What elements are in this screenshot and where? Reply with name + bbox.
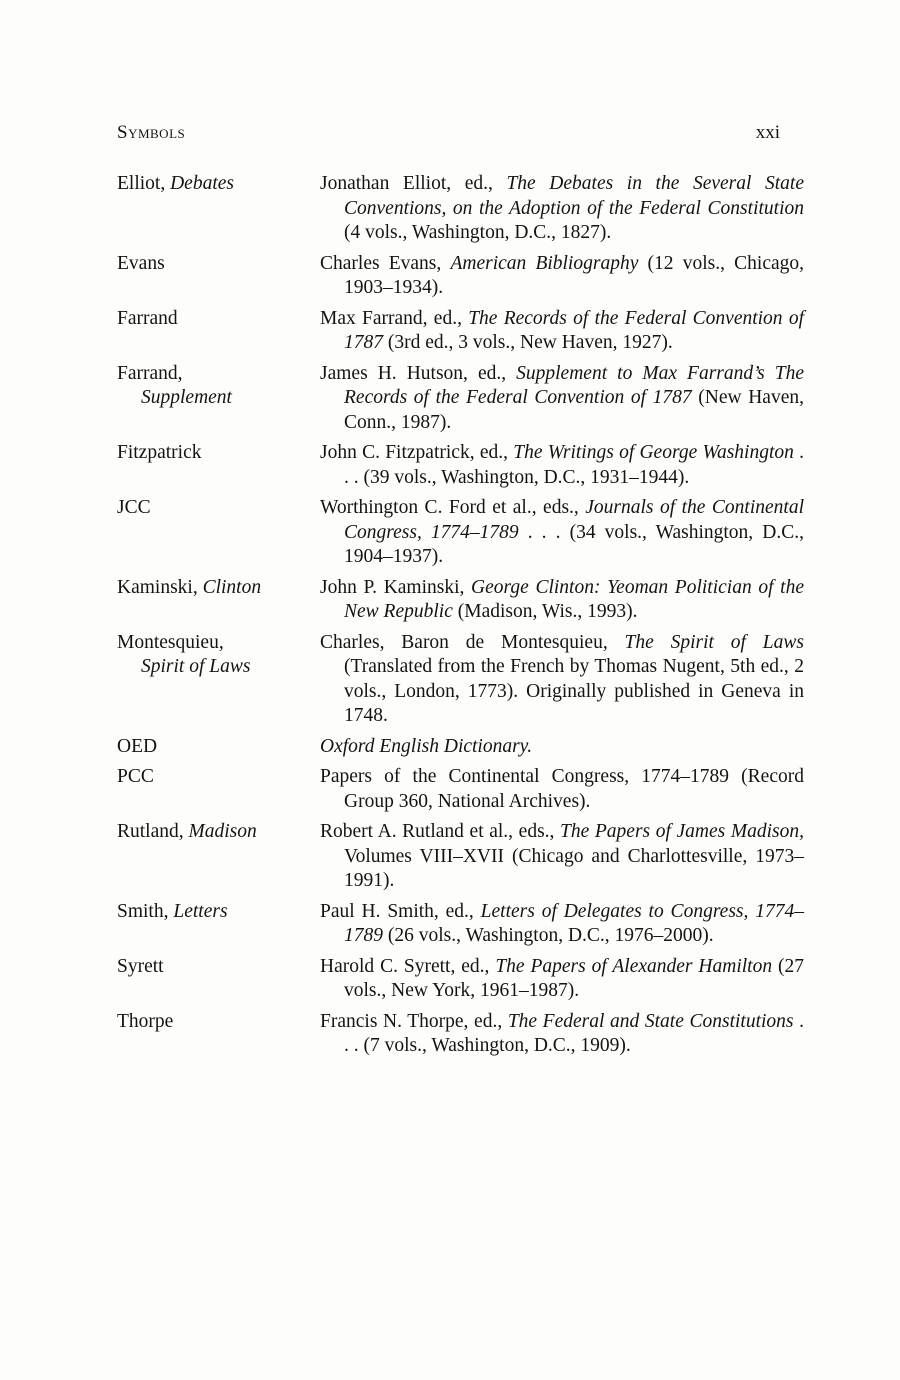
abbreviation-text: Thorpe: [117, 1010, 174, 1032]
description-text: John C. Fitzpatrick, ed.,: [320, 442, 514, 463]
symbol-entry: [117, 765, 804, 814]
description-text: Charles, Baron de Montesquieu,: [320, 631, 625, 653]
description-text: . . . (34 vols., Washington, D.C., 1904–1937).: [344, 521, 804, 567]
symbol-entry: [117, 172, 804, 246]
symbol-entry: [117, 576, 804, 625]
abbreviation-italic: Letters: [173, 900, 228, 922]
symbol-description: [320, 362, 804, 436]
description-text: Charles Evans,: [320, 252, 451, 274]
symbol-abbreviation: [117, 576, 320, 625]
description-italic: American Bibliography: [450, 252, 639, 274]
symbol-entry: [117, 631, 805, 729]
description-text: (27 vols., New York, 1961–1987).: [344, 955, 805, 1001]
abbreviation-line: [117, 496, 320, 521]
abbreviation-text: Smith,: [117, 900, 174, 922]
symbol-abbreviation: [117, 441, 320, 490]
abbreviation-text: JCC: [117, 497, 151, 518]
page-number: xxi: [755, 122, 780, 143]
symbol-entry: [117, 820, 804, 894]
abbreviation-line: [117, 307, 320, 332]
description-text: (Translated from the French by Thomas Nugent, 5th ed., 2 vols., London, 1773). Originally published in Geneva in 1748.: [344, 656, 804, 726]
symbol-entry: [117, 441, 804, 490]
description-text: Francis N. Thorpe, ed.,: [320, 1010, 508, 1032]
symbol-description: [320, 441, 804, 490]
description-text: Harold C. Syrett, ed.,: [320, 955, 496, 977]
description-text: (3rd ed., 3 vols., New Haven, 1927).: [383, 332, 673, 353]
description-italic: The Spirit of Laws: [624, 631, 805, 653]
symbol-entry: [117, 1010, 805, 1059]
symbol-abbreviation: [117, 362, 320, 436]
symbol-entry: [117, 735, 780, 760]
symbol-description: [320, 955, 804, 1004]
symbol-description: [320, 307, 804, 356]
description-text: (4 vols., Washington, D.C., 1827).: [344, 222, 612, 243]
symbol-entry: [117, 252, 804, 301]
symbol-description: [320, 252, 804, 301]
description-text: (Madison, Wis., 1993).: [452, 601, 638, 622]
abbreviation-italic: Clinton: [202, 576, 262, 598]
abbreviation-line: [117, 631, 320, 656]
running-head: Symbols: [117, 122, 186, 143]
description-text: . . . (39 vols., Washington, D.C., 1931–1944).: [344, 442, 804, 488]
description-text: (26 vols., Washington, D.C., 1976–2000).: [383, 925, 714, 946]
symbol-description: [320, 900, 804, 949]
symbol-abbreviation: [117, 735, 320, 760]
symbol-abbreviation: [117, 252, 320, 301]
symbol-description: [320, 1010, 804, 1059]
description-text: Paul H. Smith, ed.,: [320, 900, 481, 922]
abbreviation-line: [117, 955, 320, 980]
description-text: Robert A. Rutland et al., eds.,: [320, 821, 561, 842]
symbol-description: [320, 735, 804, 760]
description-italic: Letters of Delegates to Congress, 1774–1789: [344, 900, 804, 946]
page-header: [117, 122, 780, 144]
abbreviation-line: [117, 1010, 320, 1035]
symbol-entry: [117, 307, 804, 356]
abbreviation-text: Farrand,: [117, 362, 183, 384]
symbol-entry: [117, 900, 804, 949]
abbreviation-italic: Spirit of Laws: [141, 656, 251, 677]
symbol-abbreviation: [117, 631, 320, 729]
description-text: Max Farrand, ed.,: [320, 307, 469, 329]
symbol-abbreviation: [117, 307, 320, 356]
symbol-description: [320, 576, 804, 625]
symbol-description: [320, 496, 804, 570]
symbols-list: [117, 172, 805, 1065]
abbreviation-line: [117, 252, 320, 277]
description-text: John P. Kaminski,: [320, 576, 472, 598]
description-text: (New Haven, Conn., 1987).: [344, 387, 804, 433]
abbreviation-line: [117, 655, 320, 680]
abbreviation-italic: Madison: [188, 821, 257, 842]
description-text: Jonathan Elliot, ed.,: [320, 173, 507, 194]
abbreviation-text: Evans: [117, 252, 165, 274]
abbreviation-text: Montesquieu,: [117, 631, 224, 653]
abbreviation-line: [117, 765, 320, 790]
description-text: Papers of the Continental Congress, 1774–1789 (Record Group 360, National Archives).: [320, 766, 804, 812]
symbol-abbreviation: [117, 955, 320, 1004]
abbreviation-line: [117, 820, 320, 845]
description-text: (12 vols., Chicago, 1903–1934).: [344, 252, 804, 298]
abbreviation-text: Elliot,: [117, 173, 171, 194]
symbol-description: [320, 765, 804, 814]
description-text: . . . (7 vols., Washington, D.C., 1909).: [344, 1010, 805, 1056]
description-text: James H. Hutson, ed.,: [320, 362, 517, 384]
description-italic: The Papers of Alexander Hamilton: [495, 955, 773, 977]
description-italic: George Clinton: Yeoman Politician of the New Republic: [344, 576, 804, 622]
abbreviation-text: OED: [117, 735, 158, 757]
abbreviation-text: Syrett: [117, 955, 164, 977]
description-italic: The Records of the Federal Convention of 1787: [344, 307, 804, 353]
description-text: Worthington C. Ford et al., eds.,: [320, 497, 586, 518]
abbreviation-line: [117, 441, 320, 466]
abbreviation-line: [117, 172, 320, 197]
description-italic: Oxford English Dictionary.: [320, 735, 533, 757]
symbol-abbreviation: [117, 496, 320, 570]
description-text: Volumes VIII–XVII (Chicago and Charlottesville, 1973–1991).: [344, 845, 804, 891]
abbreviation-text: Farrand: [117, 307, 178, 329]
symbol-abbreviation: [117, 765, 320, 814]
abbreviation-line: [117, 362, 320, 387]
symbol-entry: [117, 362, 804, 436]
abbreviation-line: [117, 576, 320, 601]
description-italic: The Debates in the Several State Conventions, on the Adoption of the Federal Constitution: [344, 173, 804, 219]
abbreviation-text: Rutland,: [117, 821, 189, 842]
description-italic: The Writings of George Washington: [513, 442, 794, 463]
description-italic: The Papers of James Madison,: [560, 821, 804, 842]
symbol-entry: [117, 496, 804, 570]
abbreviation-italic: Debates: [170, 173, 234, 194]
symbol-description: [320, 631, 804, 729]
abbreviation-text: Kaminski,: [117, 576, 203, 598]
symbol-abbreviation: [117, 900, 320, 949]
abbreviation-italic: Supplement: [141, 387, 232, 408]
description-italic: Supplement to Max Farrand’s The Records of the Federal Convention of 1787: [344, 362, 804, 408]
description-italic: The Federal and State Constitutions: [507, 1010, 794, 1032]
description-italic: Journals of the Continental Congress, 1774–1789: [344, 497, 804, 543]
abbreviation-text: Fitzpatrick: [117, 442, 202, 463]
symbol-description: [320, 172, 804, 246]
abbreviation-text: PCC: [117, 766, 154, 787]
symbol-abbreviation: [117, 172, 320, 246]
symbol-description: [320, 820, 804, 894]
symbol-abbreviation: [117, 1010, 320, 1059]
abbreviation-line: [117, 386, 320, 411]
abbreviation-line: [117, 735, 320, 760]
abbreviation-line: [117, 900, 320, 925]
symbol-abbreviation: [117, 820, 320, 894]
symbol-entry: [117, 955, 805, 1004]
